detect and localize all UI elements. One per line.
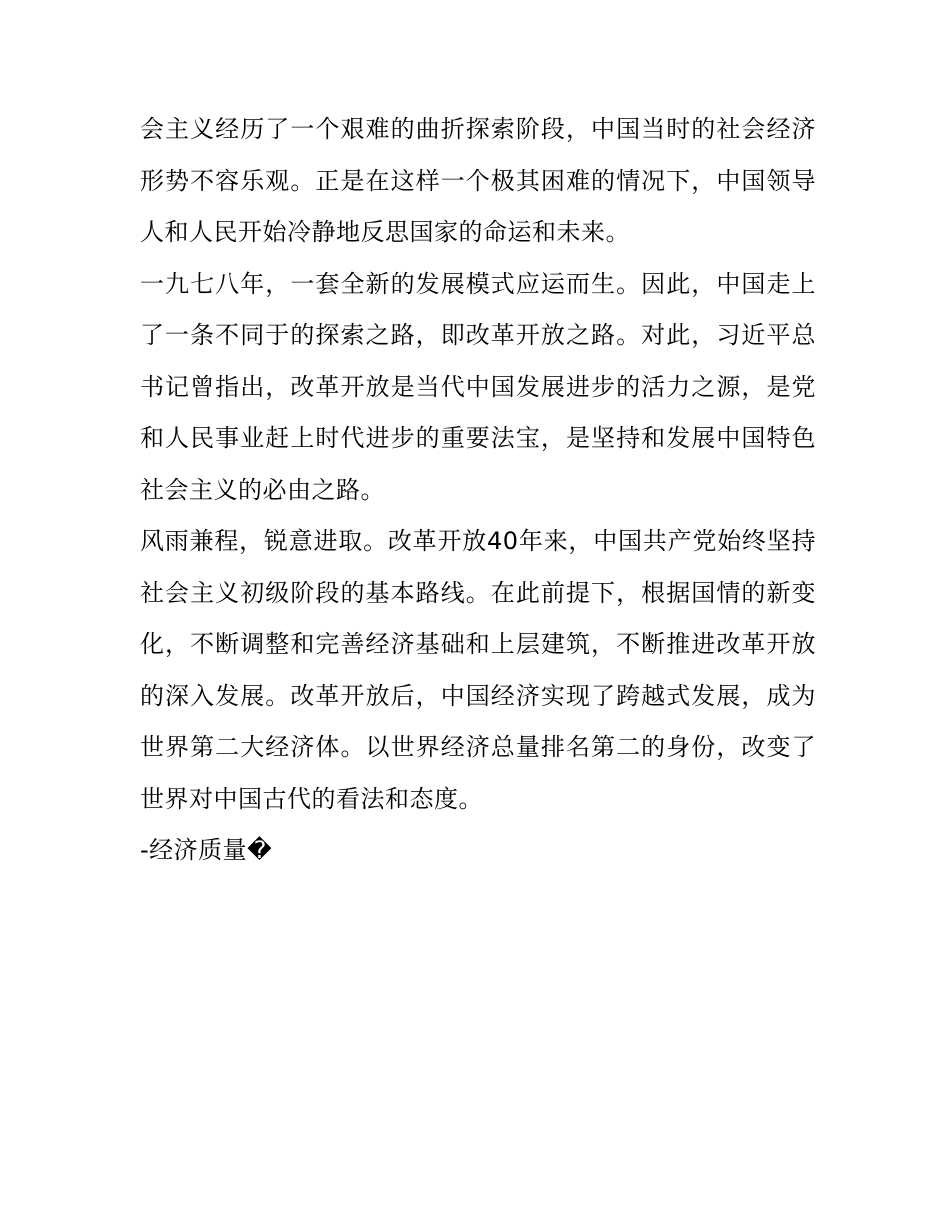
paragraph-1: 会主义经历了一个艰难的曲折探索阶段，中国当时的社会经济形势不容乐观。正是在这样一个极其困难的情况下，中国领导人和人民开始冷静地反思国家的命运和未来。 <box>140 115 816 246</box>
paragraph-2: 一九七八年，一套全新的发展模式应运而生。因此，中国走上了一条不同于的探索之路，即改革开放之路。对此，习近平总书记曾指出，改革开放是当代中国发展进步的活力之源，是党和人民事业赶上时代进步的重要法宝，是坚持和发展中国特色社会主义的必由之路。 <box>140 269 816 504</box>
section-heading: -经济质量� <box>140 836 273 864</box>
document-page <box>140 104 816 877</box>
paragraph-3: 风雨兼程，锐意进取。改革开放40年来，中国共产党始终坚持社会主义初级阶段的基本路线。在此前提下，根据国情的新变化，不断调整和完善经济基础和上层建筑，不断推进改革开放的深入发展。改革开放后，中国经济实现了跨越式发展，成为世界第二大经济体。以世界经济总量排名第二的身份，改变了世界对中国古代的看法和态度。 <box>140 527 816 813</box>
